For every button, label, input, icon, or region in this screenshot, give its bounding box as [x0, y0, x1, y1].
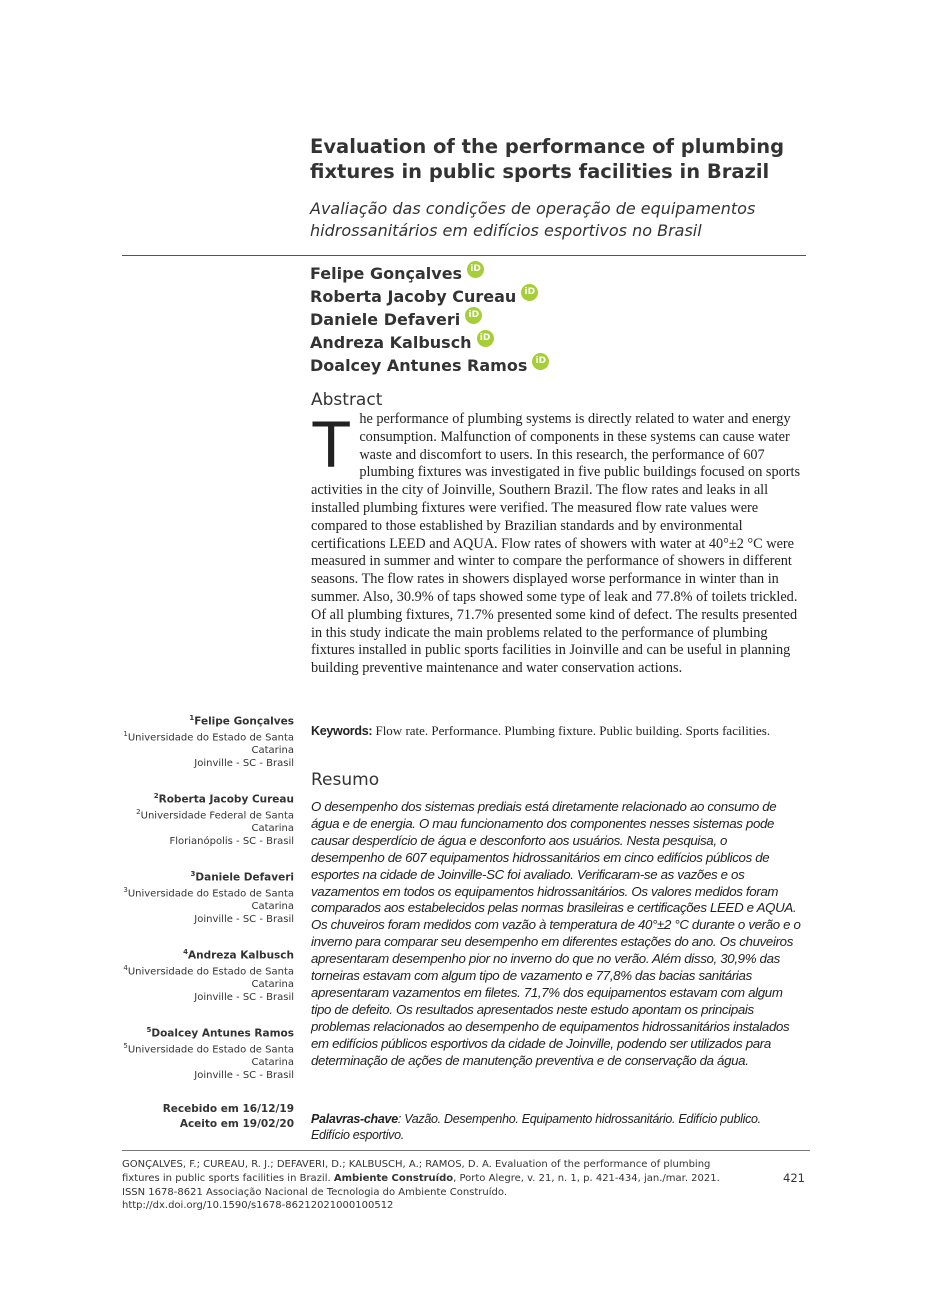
affiliation: $^3$Daniele Defaveri $^3$Universidade do Estado de Santa Catarina Joinville - SC - Brasil	[123, 870, 294, 925]
paper-subtitle: Avaliação das condições de operação de equipamentos hidrossanitários em edifícios esportivos no Brasil	[310, 199, 756, 240]
accepted-date: Aceito em 19/02/20	[179, 1118, 294, 1130]
footer-divider	[122, 1150, 810, 1151]
abstract-body: The performance of plumbing systems is directly related to water and energy consumption. Malfunction of components in these systems can cause water waste and discomfort to users. In this research, the performance of 607 plumbing fixtures was investigated in five public buildings focused on sports activities in the city of Joinville, Southern Brazil. The flow rates and leaks in all installed plumbing fixtures were verified. The measured flow rate values were compared to those established by Brazilian standards and by environmental certifications LEED and AQUA. Flow rates of showers with water at 40°±2 °C were measured in summer and winter to compare the performance of showers in different seasons. The flow rates in showers displayed worse performance in winter than in summer. Also, 30.9% of taps showed some type of leak and 77.8% of toilets trickled. Of all plumbing fixtures, 71.7% presented some kind of defect. The results presented in this study indicate the main problems related to the performance of plumbing fixtures installed in public sports facilities in Joinville and can be useful in planning building preventive maintenance and water conservation actions.	[311, 407, 801, 677]
author-item: Andreza Kalbusch iD	[310, 331, 549, 354]
keywords-label: Keywords:	[311, 724, 373, 738]
author-item: Doalcey Antunes Ramos iD	[310, 354, 549, 377]
author-list	[310, 262, 549, 377]
palavras-chave: Palavras-chave: Vazão. Desempenho. Equipamento hidrossanitário. Edifício publico. Edifício esportivo.	[311, 1112, 761, 1142]
submission-dates	[163, 1102, 294, 1132]
affiliation: $^5$Doalcey Antunes Ramos $^5$Universidade do Estado de Santa Catarina Joinville - SC - Brasil	[123, 1026, 294, 1081]
doi-link[interactable]: http://dx.doi.org/10.1590/s1678-86212021000100512	[122, 1200, 394, 1212]
paper-title: Evaluation of the performance of plumbing fixtures in public sports facilities in Brazil	[310, 135, 785, 183]
palavras-chave-label: Palavras-chave	[311, 1112, 398, 1126]
abstract-heading: Abstract	[311, 390, 383, 410]
resumo-heading: Resumo	[311, 770, 380, 790]
affiliation: $^1$Felipe Gonçalves $^1$Universidade do Estado de Santa Catarina Joinville - SC - Brasil	[123, 714, 294, 769]
orcid-icon[interactable]: iD	[465, 307, 482, 324]
author-item: Roberta Jacoby Cureau iD	[310, 285, 549, 308]
citation-footer: GONÇALVES, F.; CUREAU, R. J.; DEFAVERI, D.; KALBUSCH, A.; RAMOS, D. A. Evaluation of the performance of plumbing fixtures in public sports facilities in Brazil. Ambiente Construído, Porto Alegre, v. 21, n. 1, p. 421-434, jan./mar. 2021. ISSN 1678-8621 Associação Nacional de Tecnologia do Ambiente Construído. http://dx.doi.org/10.1590/s1678-86212021000100512	[122, 1158, 742, 1213]
keywords: Keywords: Flow rate. Performance. Plumbing fixture. Public building. Sports facilities.	[311, 723, 771, 738]
resumo-body: O desempenho dos sistemas prediais está diretamente relacionado ao consumo de água e de energia. O mau funcionamento dos componentes nesses sistemas pode causar desperdício de água e desconforto aos usuários. Nesta pesquisa, o desempenho de 607 equipamentos hidrossanitários em cinco edifícios públicos de esportes na cidade de Joinville-SC foi avaliado. Verificaram-se as vazões e os vazamentos em todos os equipamentos hidrossanitários. Os valores medidos foram comparados aos estabelecidos pelas normas brasileiras e certificações LEED e AQUA. Os chuveiros foram medidos com vazão à temperatura de 40°±2 °C durante o verão e o inverno para comparar seu desempenho em diferentes estações do ano. Os chuveiros apresentaram desempenho pior no inverno do que no verão. Além disso, 30,9% das torneiras estavam com algum tipo de vazamento e 77,8% das bacias sanitárias apresentaram vazamentos em filetes. 71,7% dos equipamentos estavam com algum tipo de defeito. Os resultados apresentados neste estudo apontam os principais problemas relacionados ao desempenho de equipamentos hidrossanitários instalados em edifícios públicos esportivos da cidade de Joinville, podendo ser utilizados para determinação de ações de manutenção preventiva e de conservação da água.	[311, 799, 801, 1068]
orcid-icon[interactable]: iD	[467, 261, 484, 278]
issn: ISSN 1678-8621 Associação Nacional de Tecnologia do Ambiente Construído.	[122, 1186, 508, 1198]
affiliation: $^2$Roberta Jacoby Cureau $^2$Universidade Federal de Santa Catarina Florianópolis - SC - Brasil	[136, 792, 294, 847]
received-date: Recebido em 16/12/19	[162, 1103, 294, 1115]
orcid-icon[interactable]: iD	[521, 284, 538, 301]
author-item: Daniele Defaveri iD	[310, 308, 549, 331]
page-number: 421	[783, 1171, 805, 1185]
affiliation: $^4$Andreza Kalbusch $^4$Universidade do Estado de Santa Catarina Joinville - SC - Brasil	[123, 948, 294, 1003]
author-item: Felipe Gonçalves iD	[310, 262, 549, 285]
orcid-icon[interactable]: iD	[477, 330, 494, 347]
orcid-icon[interactable]: iD	[532, 353, 549, 370]
header-divider	[122, 255, 806, 256]
drop-cap: T	[311, 407, 352, 481]
